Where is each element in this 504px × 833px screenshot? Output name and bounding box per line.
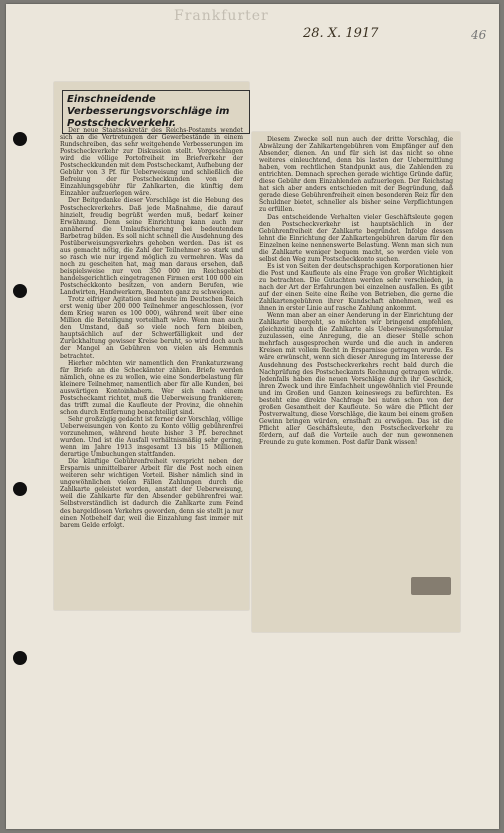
paragraph: Trotz eifriger Agitation sind heute im Deutschen Reich erst wenig über 200 000 Teilnehmer angeschlossen, (vor dem Krieg waren es 100 000), während weit über eine Million die Beteiligung vorteilhaft wäre. Wenn man auch den Umstand, daß so viele noch fern bleiben, hauptsächlich auf der Schwerfälligkeit und der Zurückhaltung gewisser Kreise beruht, so wird doch auch der Mangel an Gebühren von vielen als Hemmnis betrachtet. — [60, 296, 243, 360]
left-column-text — [60, 127, 243, 607]
paragraph: Der Beitgedanke dieser Vorschläge ist die Hebung des Postscheckverkehrs. Daß jede Maßnahme, die darauf hinzielt, freudig begrüßt werden muß, bedarf keiner Erwähnung. Denn seine Einrichtung kann auch nur annähernd die Umlaufsicherung bei bedeutendem Barbetrag bilden. Es soll nicht schnell die Ausdehnung des Postüberweisungsverkehrs gehoben werden. Das ist es aus gemacht nötig, die Zahl der Teilnehmer so stark und so rasch wie nur irgend möglich zu vermehren. Was da noch zu gescheiten hat, mag man daraus ersehen, daß beispielsweise nur von 350 000 im Reichsgebiet handelsgerichtlich eingetragenen Firmen erst 100 000 ein Postscheckkonto besitzen, von andern Berufen, wie Landwirten, Handwerkern, Beamten ganz zu schweigen. — [60, 197, 243, 297]
paragraph: Das entscheidende Verhalten vieler Geschäftsleute gegen den Postscheckverkehr ist hauptsächlich in der Gebührenfreiheit der Zahlkarte begründet. Infolge dessen lehnt die Einrichtung der Zahlkartengebühren darum für den Einzelnen keine nennenswerte Belastung. Wenn man sich nun die Zahlkarte weniger bequem macht, so werden viele von selbst den Weg zum Postscheckkonto suchen. — [259, 213, 453, 263]
paragraph: Wenn man aber an einer Aenderung in der Einrichtung der Zahlkarte übergeht, so möchten wir bringend empfehlen, gleichzeitig auch die Zahlkarte als Ueberweisungsformular zuzulassen, eine Anregung, die an dieser Stelle schon mehrfach ausgesprochen wurde und die auch in anderen Kreisen mit vollem Recht in Ersparnisse getragen wurde. Es wäre erwünscht, wenn sich dieser Anregung im Interesse der Ausdehnung des Postscheckverkehrs recht bald durch die Nachprüfung des Postscheckamts Rechnung getragen würde. Jedenfalls haben die neuen Vorschläge durch ihr Geschick, ihren Zweck und ihre Einfachheit ungewöhnlich viel Freunde und im Großen und Ganzen keineswegs zu befürchten. Es besteht eine direkte Nachfrage bei nuten schon von der großen Gesamtheit der Kaufleute. So wäre die Pflicht der Postverwaltung, diese Vorschläge, die kaum bei einem großen Gewinn bringen würden, ernsthaft zu erwägen. Das ist die Pflicht aller Geschäftsleute, den Postscheckverkehr zu fördern, auf daß die Vorteile auch der nun gewonnenen Freunde zu gute kommen. Post dafür Dank wissen! — [259, 312, 453, 447]
article-headline: Einschneidende Verbesserungsvorschläge im Postscheckverkehr. — [62, 90, 250, 134]
archive-sheet — [6, 4, 499, 829]
right-column-text — [259, 136, 453, 626]
clipping-left-column — [54, 82, 249, 610]
faded-masthead: Frankfurter — [174, 8, 269, 24]
paragraph: Der neue Staatssekretär des Reichs-Postamts wendet sich an die Vertretungen der Gewerbestände in einem Rundschreiben, das sehr weitgehende Verbesserungen im Postscheckverkehr zur Diskussion stellt. Vorgeschlagen wird die völlige Portofreiheit im Briefverkehr der Postscheckkunden mit dem Postscheckamt, Aufhebung der Gebühr von 3 Pf. für Ueberweisung und schließlich die Befreiung der Postscheckkunden von der Einzahlungsgebühr für Zahlkarten, die künftig dem Einzahler aufzuerlegen wäre. — [60, 127, 243, 198]
paragraph: Sehr großzügig gedacht ist ferner der Vorschlag, völlige Ueberweisungen von Konto zu Konto völlig gebührenfrei vorzunehmen, während heute bisher 3 Pf. berechnet wurden. Und ist die Ausfall verhältnismäßig sehr gering, wenn im Jahre 1913 insgesamt 13 bis 15 Millionen derartige Umbuchungen stattfanden. — [60, 415, 243, 459]
paragraph: Diesem Zwecke soll nun auch der dritte Vorschlag, die Abwälzung der Zahlkartengebühren vom Empfänger auf den Absender, dienen. An und für sich ist das nicht so ohne weiteres einleuchtend, denn bis lasten der Uebermittlung haben, vom rechtlichen Standpunkt aus, die Zahlenden zu entrichten. Demnach sprechen gerade wichtige Gründe dafür, diese Gebühr dem Einzahlenden aufzuerlegen. Der Reichstag hat sich aber anders entschieden mit der Begründung, daß gerade diese Gebührenfreiheit einen besonderen Reiz für den Schuldner bietet, schneller als bisher seine Verpflichtungen zu erfüllen. — [259, 136, 453, 214]
handwritten-date: 28. X. 1917 — [303, 26, 379, 41]
ink-stamp — [411, 577, 451, 595]
page-number: 46 — [471, 28, 487, 42]
punch-hole — [13, 651, 27, 665]
paragraph: Die künftige Gebührenfreiheit verspricht neben der Ersparnis unmittelbarer Arbeit für die Post noch einen weiteren sehr wichtigen Vorteil. Bisher nämlich sind in ungewöhnlichen vielen Fällen Zahlungen durch die Zahlkarte geleistet worden, anstatt der Ueberweisung, weil die Zahlkarte für den Absender gebührenfrei war. Selbstverständlich ist dadurch die Zahlkarte zum Feind des bargeldlosen Verkehrs geworden, denn sie stellt ja nur einen Notbehelf dar, weil die Einzahlung fast immer mit barem Gelde erfolgt. — [60, 458, 243, 529]
clipping-right-column — [252, 132, 460, 632]
punch-hole — [13, 482, 27, 496]
punch-hole — [13, 284, 27, 298]
punch-hole — [13, 132, 27, 146]
paragraph: Hierher möchten wir namentlich den Frankaturzwang für Briefe an die Scheckämter zählen. Briefe werden nämlich, ohne es zu wollen, wie eine Sonderbelastung für kleinere Teilnehmer, namentlich aber für alle Kunden, bei auswärtigen Kontoinhabern. Wer sich nach einem Postscheckamt richtet, muß die Ueberweisung frankieren; das trifft zumal die Kaufleute der Provinz, die ohnehin schon durch Entfernung benachteiligt sind. — [60, 359, 243, 416]
paragraph: Es ist von Seiten der deutschsprachigen Korporationen hier die Post und Kaufleute als eine Frage von großer Wichtigkeit zu betrachten. Die Gutachten werden sehr verschieden, ja nach der Art der Erfahrungen bei einzelnen ausfallen. Es gibt auf der einen Seite eine Reihe von Betrieben, die gerne die Zahlkartengebühren ihrer Kundschaft abnehmen, weil es ihnen in erster Linie auf rasche Zahlung ankommt. — [259, 262, 453, 313]
